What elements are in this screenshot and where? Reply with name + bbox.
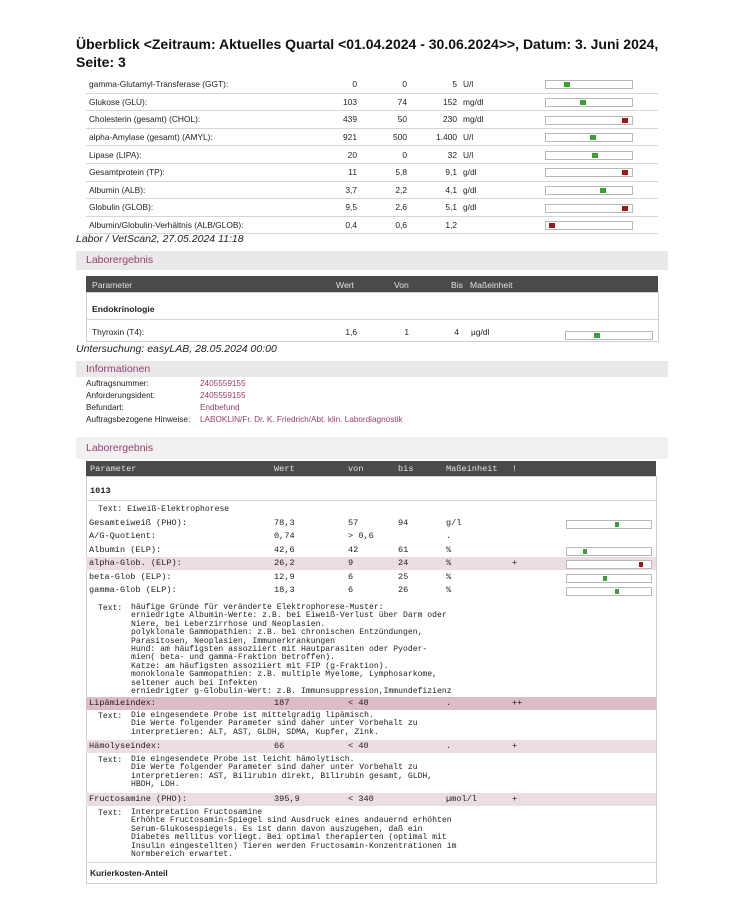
page-title: Überblick <Zeitraum: Aktuelles Quartal <01.04.2024 - 30.06.2024>>, Datum: 3. Juni 2024, Seite: 3 bbox=[76, 36, 659, 70]
elp-unit: % bbox=[446, 585, 452, 595]
elp-title: Eiweiß-Elektrophorese bbox=[127, 505, 230, 514]
section-header-laborergebnis-2: Laborergebnis bbox=[76, 437, 668, 459]
elp-unit: % bbox=[446, 558, 452, 569]
range-marker bbox=[600, 188, 606, 193]
header-masseinheit: Maßeinheit bbox=[470, 280, 513, 290]
param-unit bbox=[457, 216, 523, 234]
param-value: 0,4 bbox=[325, 216, 357, 234]
range-marker bbox=[549, 223, 555, 228]
lip-text: Die eingesendete Probe ist mittelgradig lipämisch. Die Werte folgender Parameter sind daher unter Vorbehalt zu interpretieren: ALT, AST, GLDH, SDMA, Kupfer, Zink. bbox=[131, 711, 418, 737]
param-unit: g/dl bbox=[457, 199, 523, 217]
range-marker bbox=[564, 82, 570, 87]
info-row bbox=[86, 414, 403, 426]
param-to: 152 bbox=[407, 93, 457, 111]
param-value: 439 bbox=[325, 111, 357, 129]
elp-value: 78,3 bbox=[274, 518, 295, 528]
param-to: 9,1 bbox=[407, 163, 457, 181]
info-row bbox=[86, 402, 403, 414]
elp-name: gamma-Glob (ELP): bbox=[89, 585, 177, 595]
header2-parameter: Parameter bbox=[90, 464, 137, 474]
elp-to: 94 bbox=[398, 518, 409, 528]
param-from: 50 bbox=[357, 111, 407, 129]
unit-thyroxin: µg/dl bbox=[471, 327, 490, 337]
hem-text-label: Text: bbox=[98, 756, 123, 765]
param-name: Albumin (ALB): bbox=[86, 181, 325, 199]
header2-bis: bis bbox=[398, 464, 414, 474]
range-indicator bbox=[523, 199, 658, 217]
elp-value: 18,3 bbox=[274, 585, 295, 595]
elp-name: beta-Glob (ELP): bbox=[89, 571, 172, 582]
table-row bbox=[86, 584, 656, 597]
fru-name: Fructosamine (PHO): bbox=[89, 794, 187, 804]
range-marker bbox=[622, 118, 628, 123]
elp-from: 9 bbox=[348, 558, 354, 569]
param-from: 0,6 bbox=[357, 216, 407, 234]
header-wert: Wert bbox=[336, 280, 354, 290]
table-row bbox=[86, 181, 658, 199]
param-name: Albumin/Globulin-Verhältnis (ALB/GLOB): bbox=[86, 216, 325, 234]
range-indicator bbox=[523, 163, 658, 181]
range-marker bbox=[580, 100, 586, 105]
range-marker bbox=[622, 170, 628, 175]
param-to: 1,2 bbox=[407, 216, 457, 234]
param-name: gamma-Glutamyl-Transferase (GGT): bbox=[86, 76, 325, 93]
header2-masseinheit: Maßeinheit bbox=[446, 464, 498, 474]
param-value: 0 bbox=[325, 76, 357, 93]
param-from: 74 bbox=[357, 93, 407, 111]
param-unit: g/dl bbox=[457, 163, 523, 181]
elp-name: A/G-Quotient: bbox=[89, 531, 157, 542]
range-marker bbox=[603, 576, 607, 581]
param-from: 5,8 bbox=[357, 163, 407, 181]
info-value: LABOKLIN/Fr. Dr. K. Friedrich/Abt. klin. Labordiagnostik bbox=[200, 415, 403, 424]
param-unit: U/l bbox=[457, 76, 523, 93]
text-label: Text: bbox=[98, 505, 123, 514]
info-row bbox=[86, 390, 403, 402]
row-fructosamine bbox=[86, 793, 656, 806]
source-vetscan: Labor / VetScan2, 27.05.2024 11:18 bbox=[76, 233, 244, 245]
table-row bbox=[86, 517, 656, 530]
range-indicator bbox=[523, 181, 658, 199]
param-from: 2,2 bbox=[357, 181, 407, 199]
lip-range: < 40 bbox=[348, 698, 369, 708]
range-marker bbox=[615, 589, 619, 594]
table-row bbox=[86, 571, 656, 584]
lip-name: Lipämieindex: bbox=[89, 698, 157, 708]
param-from: 0 bbox=[357, 146, 407, 164]
hem-name: Hämolyseindex: bbox=[89, 741, 162, 751]
lip-unit: . bbox=[446, 698, 452, 708]
range-indicator bbox=[523, 216, 658, 234]
param-value: 20 bbox=[325, 146, 357, 164]
param-name: Cholesterin (gesamt) (CHOL): bbox=[86, 111, 325, 129]
from-thyroxin: 1 bbox=[404, 327, 409, 337]
info-row bbox=[86, 378, 403, 390]
table-row bbox=[86, 557, 656, 570]
courier-cost: Kurierkosten-Anteil bbox=[90, 868, 168, 878]
elp-value: 26,2 bbox=[274, 558, 295, 569]
param-value: 921 bbox=[325, 128, 357, 146]
lip-flag: ++ bbox=[512, 698, 523, 708]
info-value: Endbefund bbox=[200, 403, 240, 412]
elp-from: 57 bbox=[348, 518, 359, 528]
value-thyroxin: 1,6 bbox=[345, 327, 357, 337]
elp-unit: g/l bbox=[446, 518, 462, 528]
table-row bbox=[86, 544, 656, 557]
range-indicator-thyroxin bbox=[565, 327, 653, 345]
source-easylab: Untersuchung: easyLAB, 28.05.2024 00:00 bbox=[76, 343, 277, 355]
header2-von: von bbox=[348, 464, 364, 474]
range-indicator bbox=[523, 128, 658, 146]
hem-value: 66 bbox=[274, 741, 285, 751]
elp-value: 42,6 bbox=[274, 544, 295, 555]
table-header-bar-2 bbox=[86, 461, 656, 476]
table-header-bar bbox=[86, 276, 658, 292]
param-value: 9,5 bbox=[325, 199, 357, 217]
info-label: Auftragsbezogene Hinweise: bbox=[86, 415, 191, 424]
elp-text-label-2: Text: bbox=[98, 604, 123, 613]
range-marker bbox=[615, 522, 619, 527]
range-indicator bbox=[523, 146, 658, 164]
table-row bbox=[86, 76, 658, 93]
info-label: Anforderungsident: bbox=[86, 391, 156, 400]
to-thyroxin: 4 bbox=[454, 327, 459, 337]
param-to: 4,1 bbox=[407, 181, 457, 199]
fru-unit: µmol/l bbox=[446, 794, 477, 804]
group-endokrinologie: Endokrinologie bbox=[92, 304, 155, 314]
table-row bbox=[86, 199, 658, 217]
elp-name: Gesamteiweiß (PHO): bbox=[89, 518, 187, 528]
range-indicator bbox=[523, 111, 658, 129]
range-indicator bbox=[523, 93, 658, 111]
chemistry-table bbox=[86, 76, 658, 234]
info-label: Auftragsnummer: bbox=[86, 379, 149, 388]
elp-from: 6 bbox=[348, 571, 354, 582]
param-to: 5,1 bbox=[407, 199, 457, 217]
elp-value: 12,9 bbox=[274, 571, 295, 582]
range-marker bbox=[592, 153, 598, 158]
param-value: 3,7 bbox=[325, 181, 357, 199]
fru-range: < 340 bbox=[348, 794, 374, 804]
elp-flag: + bbox=[512, 558, 518, 569]
param-from: 500 bbox=[357, 128, 407, 146]
fru-text: Interpretation Fructosamine Erhöhte Fructosamin-Spiegel sind Ausdruck eines andauernd erhöhten Serum-Glukosespiegels. Es ist dann davon auszugehen, daß ein Diabetes mellitus vorliegt. Bei optimal therapierten (optimal mit Insulin eingestellten) Tieren werden Fructosamin-Konzentrationen im Normbereich erwartet. bbox=[131, 808, 457, 860]
elp-to: 61 bbox=[398, 544, 409, 555]
table-row bbox=[86, 163, 658, 181]
elp-from: 6 bbox=[348, 585, 354, 595]
param-value: 103 bbox=[325, 93, 357, 111]
section-header-informationen: Informationen bbox=[76, 361, 668, 377]
info-block bbox=[86, 378, 403, 426]
hem-range: < 40 bbox=[348, 741, 369, 751]
elp-to: 26 bbox=[398, 585, 409, 595]
elp-from: > 0,6 bbox=[348, 531, 374, 542]
hem-flag: + bbox=[512, 741, 518, 751]
range-marker bbox=[639, 562, 643, 567]
fru-text-label: Text: bbox=[98, 809, 123, 818]
param-name: Glukose (GLU): bbox=[86, 93, 325, 111]
param-thyroxin: Thyroxin (T4): bbox=[92, 327, 145, 337]
elp-unit: . bbox=[446, 531, 452, 542]
elp-to: 25 bbox=[398, 571, 409, 582]
table-row bbox=[86, 216, 658, 234]
table-row bbox=[86, 128, 658, 146]
range-indicator bbox=[523, 76, 658, 93]
param-from: 2,6 bbox=[357, 199, 407, 217]
endocrine-box bbox=[86, 292, 659, 342]
range-marker bbox=[583, 549, 587, 554]
range-marker bbox=[590, 135, 596, 140]
elp-interpretation: häufige Gründe für veränderte Elektrophorese-Muster: erniedrigte Albumin-Werte: z.B. bei Eiweiß-Verlust über Darm oder Niere, bei Leberzirrhose und Neoplasien. polyklonale Gammopathien: z.B. bei chronischen Entzündungen, Parasitosen, Neoplasien, Immunerkrankungen Hund: am häufigsten assoziiert mit Hautparasiten oder Pyoder- mien( beta- und gamma-Fraktion betroffen). Katze: am häufigsten assoziiert mit FIP (g-Fraktion). monoklonale Gammopathien: z.B. multiple Myelome, Lymphosarkome, seltener auch bei Infekten erniedrigter g-Globulin-Wert: z.B. Immunsuppression,Immundefizienz bbox=[131, 603, 452, 697]
param-unit: U/l bbox=[457, 146, 523, 164]
elp-value: 0,74 bbox=[274, 531, 295, 542]
param-name: Globulin (GLOB): bbox=[86, 199, 325, 217]
header2-wert: Wert bbox=[274, 464, 295, 474]
row-lipaemie bbox=[86, 697, 656, 710]
range-marker bbox=[594, 333, 600, 338]
param-to: 230 bbox=[407, 111, 457, 129]
info-label: Befundart: bbox=[86, 403, 124, 412]
param-from: 0 bbox=[357, 76, 407, 93]
hem-unit: . bbox=[446, 741, 452, 751]
elp-text-label bbox=[98, 505, 229, 514]
table-row bbox=[86, 111, 658, 129]
elp-name: alpha-Glob. (ELP): bbox=[89, 558, 182, 569]
table-row bbox=[86, 93, 658, 111]
param-to: 1.400 bbox=[407, 128, 457, 146]
param-unit: g/dl bbox=[457, 181, 523, 199]
param-to: 32 bbox=[407, 146, 457, 164]
header-parameter: Parameter bbox=[92, 280, 133, 290]
param-unit: mg/dl bbox=[457, 93, 523, 111]
param-to: 5 bbox=[407, 76, 457, 93]
section-header-laborergebnis: Laborergebnis bbox=[76, 251, 668, 270]
fru-value: 395,9 bbox=[274, 794, 300, 804]
elp-to: 24 bbox=[398, 558, 409, 569]
info-value: 2405559155 bbox=[200, 391, 246, 400]
row-haemolyse bbox=[86, 740, 656, 753]
elp-name: Albumin (ELP): bbox=[89, 544, 162, 555]
header-bis: Bis bbox=[451, 280, 463, 290]
param-name: Gesamtprotein (TP): bbox=[86, 163, 325, 181]
elp-from: 42 bbox=[348, 544, 359, 555]
group-1013: 1013 bbox=[90, 486, 111, 496]
hem-text: Die eingesendete Probe ist leicht hämolytisch. Die Werte folgender Parameter sind daher unter Vorbehalt zu interpretieren: AST, Bilirubin direkt, Bilirubin gesamt, GLDH, HBDH, LDH. bbox=[131, 755, 433, 790]
elp-unit: % bbox=[446, 571, 452, 582]
param-unit: U/l bbox=[457, 128, 523, 146]
param-name: Lipase (LIPA): bbox=[86, 146, 325, 164]
elp-unit: % bbox=[446, 544, 452, 555]
table-row bbox=[86, 146, 658, 164]
fru-flag: + bbox=[512, 794, 518, 804]
param-name: alpha-Amylase (gesamt) (AMYL): bbox=[86, 128, 325, 146]
param-value: 11 bbox=[325, 163, 357, 181]
info-value: 2405559155 bbox=[200, 379, 246, 388]
range-marker bbox=[622, 206, 628, 211]
table-row bbox=[86, 530, 656, 543]
lip-text-label: Text: bbox=[98, 712, 123, 721]
param-unit: mg/dl bbox=[457, 111, 523, 129]
header2-flag: ! bbox=[512, 464, 518, 474]
lip-value: 187 bbox=[274, 698, 290, 708]
header-von: Von bbox=[394, 280, 409, 290]
